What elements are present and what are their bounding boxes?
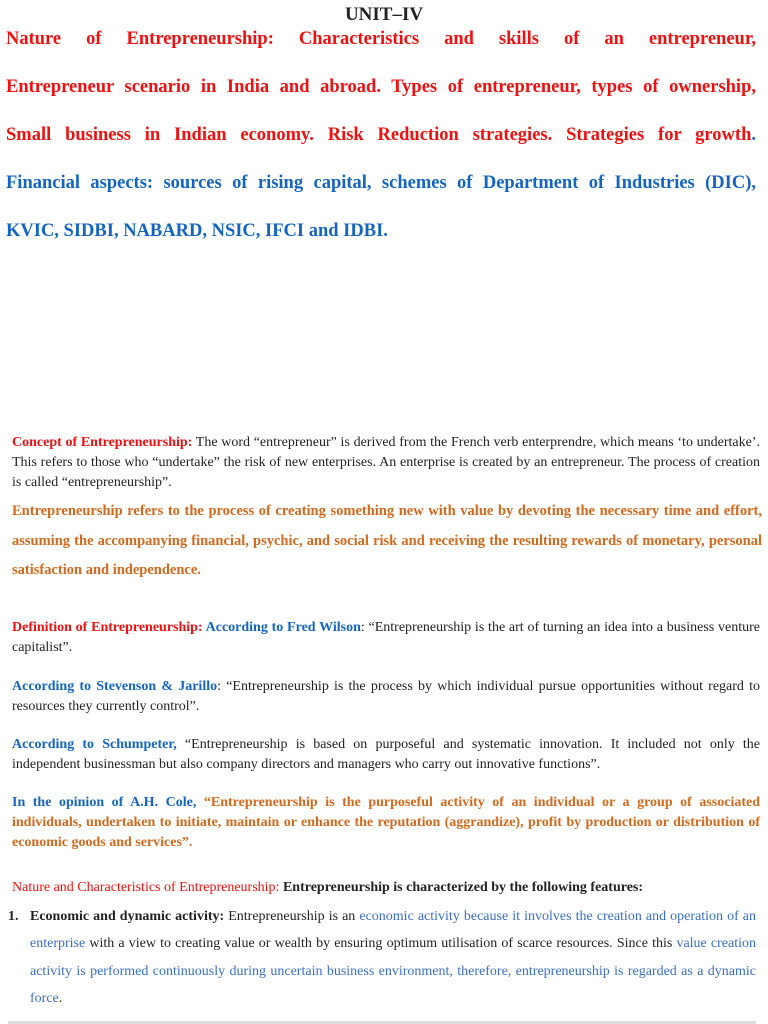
features-heading [12, 878, 760, 898]
definition-wilson [12, 618, 760, 658]
concept-text: The word “entrepreneur” is derived from the French verb enterprendre, which means ‘to undertake’. This refers to those who “undertake” the risk of new enterprises. An enterprise is created by an entrepreneur. The process of creation is called “entrepreneurship”. [12, 435, 760, 490]
feature-1-highlight-b: value creation activity is performed continuously during uncertain business environment, therefore, entrepreneurship is regarded as a dynamic force [30, 936, 756, 1006]
feature-1-text-a: Entrepreneurship is an [224, 909, 360, 924]
syllabus-line-3-text: Small business in Indian economy. Risk Reduction strategies. Strategies for growth [6, 125, 752, 145]
concept-paragraph [12, 433, 760, 493]
syllabus-line-2: Entrepreneur scenario in India and abroad. Types of entrepreneur, types of ownership, [6, 77, 756, 97]
stevenson-label: According to Stevenson & Jarillo [12, 679, 218, 694]
feature-1-text-c: . [58, 990, 63, 1006]
cole-comma: , [192, 795, 204, 810]
syllabus-line-5: KVIC, SIDBI, NABARD, NSIC, IFCI and IDBI. [6, 221, 388, 241]
definition-label: Definition of Entrepreneurship: [12, 620, 203, 635]
features-intro: Entrepreneurship is characterized by the following features: [279, 880, 644, 895]
definition-cole [12, 793, 760, 853]
feature-1-highlight-a: economic activity because it involves the creation and operation of an enterprise [30, 909, 756, 952]
feature-item-1 [8, 903, 756, 1012]
wilson-text: : “Entrepreneurship is the art of turning an idea into a business venture capitalist”. [12, 620, 760, 655]
concept-label: Concept of Entrepreneurship: [12, 435, 193, 450]
schumpeter-label: According to Schumpeter, [12, 737, 177, 752]
syllabus-line-4: Financial aspects: sources of rising capital, schemes of Department of Industries (DIC), [6, 173, 756, 193]
features-label: Nature and Characteristics of Entrepreneurship: [12, 880, 280, 895]
definition-stevenson [12, 677, 760, 717]
feature-1-text-b: with a view to creating value or wealth by ensuring optimum utilisation of scarce resources. Since this [85, 936, 677, 952]
syllabus-line-3-period: . [751, 125, 756, 145]
schumpeter-text: “Entrepreneurship is based on purposeful and systematic innovation. It included not only the independent businessman but also company directors and managers who carry out innovative functions”. [12, 737, 761, 772]
stevenson-text: : “Entrepreneurship is the process by which individual pursue opportunities without regard to resources they currently control”. [12, 679, 760, 714]
next-item-cut-off [8, 1016, 756, 1024]
unit-title: UNIT–IV [344, 4, 424, 25]
cole-label: In the opinion of A.H. Cole [12, 795, 193, 810]
syllabus-line-3 [6, 123, 756, 147]
cole-text: “Entrepreneurship is the purposeful activity of an individual or a group of associated individuals, undertaken to initiate, maintain or enhance the reputation (aggrandize), profit by production or distribution of economic goods and services”. [12, 795, 761, 850]
feature-1-body [30, 903, 756, 1012]
wilson-label: According to Fred Wilson [202, 620, 361, 635]
feature-1-number: 1. [8, 909, 19, 924]
syllabus-line-1: Nature of Entrepreneurship: Characteristics and skills of an entrepreneur, [6, 29, 756, 49]
feature-1-title: Economic and dynamic activity: [30, 909, 225, 924]
definition-schumpeter [12, 735, 760, 775]
entrepreneurship-definition: Entrepreneurship refers to the process of creating something new with value by devoting the necessary time and effort, assuming the accompanying financial, psychic, and social risk and receiving the resulting rewards of monetary, personal satisfaction and independence. [12, 503, 762, 578]
